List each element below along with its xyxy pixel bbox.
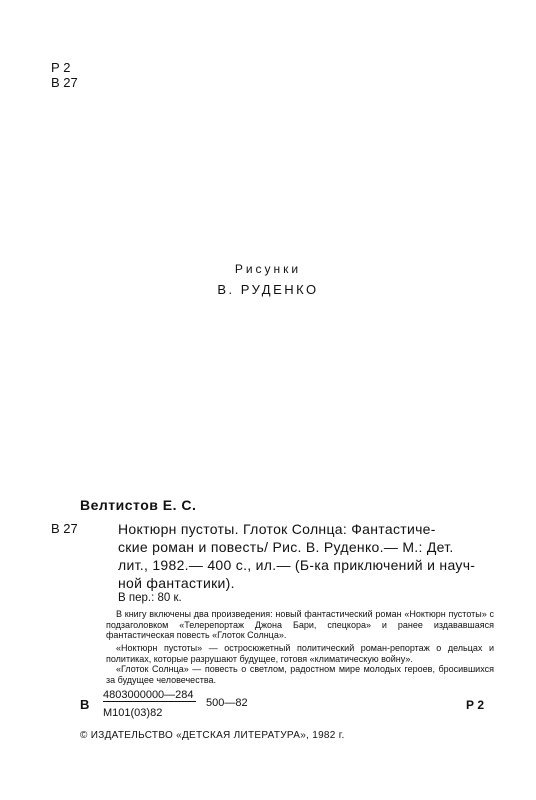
bbk-index-line: В 27 bbox=[51, 75, 78, 90]
biblio-line: ские роман и повесть/ Рис. В. Руденко.— М.: Дет. bbox=[118, 539, 454, 555]
bibliographic-description bbox=[118, 520, 492, 592]
biblio-line: Ноктюрн пустоты. Глоток Солнца: Фантастиче- bbox=[118, 521, 436, 537]
author-heading: Велтистов Е. С. bbox=[80, 497, 197, 513]
illustrator-label: Рисунки bbox=[234, 262, 302, 276]
annotation-paragraph bbox=[106, 609, 494, 641]
annotation-paragraph bbox=[106, 664, 494, 685]
catalog-code-letter: В bbox=[80, 697, 90, 712]
copyright-line: © ИЗДАТЕЛЬСТВО «ДЕТСКАЯ ЛИТЕРАТУРА», 1982 г. bbox=[80, 730, 345, 741]
catalog-code-denominator: М101(03)82 bbox=[103, 707, 163, 719]
catalog-code-bbk: Р 2 bbox=[466, 698, 485, 712]
annotation-paragraph bbox=[106, 643, 494, 664]
annotation-text: «Глоток Солнца» — повесть о светлом, радостном мире молодых героев, бросившихся за будущее человечества. bbox=[106, 664, 494, 685]
annotation-text: «Ноктюрн пустоты» — остросюжетный политический роман-репортаж о дельцах и политиках, которые разрушают будущее, готовя «климатическую войну». bbox=[106, 643, 494, 664]
annotation-text: В книгу включены два произведения: новый фантастический роман «Ноктюрн пустоты» с подзаголовком «Телерепортаж Джона Бари, спецкора» и ранее издававшаяся фантастическая повесть «Глоток Солнца». bbox=[106, 609, 494, 640]
catalog-code-numerator: 4803000000—284 bbox=[103, 689, 194, 701]
bbk-index-block bbox=[51, 60, 78, 90]
catalog-code: В 27 bbox=[51, 521, 78, 536]
bbk-index-line: Р 2 bbox=[51, 60, 71, 75]
biblio-line: лит., 1982.— 400 с., ил.— (Б-ка приключений и науч- bbox=[118, 557, 476, 573]
catalog-code-tail: 500—82 bbox=[206, 697, 248, 709]
price-text: В пер.: 80 к. bbox=[118, 592, 182, 604]
biblio-line: ной фантастики). bbox=[118, 575, 235, 591]
illustrator-name: В. РУДЕНКО bbox=[217, 282, 319, 297]
